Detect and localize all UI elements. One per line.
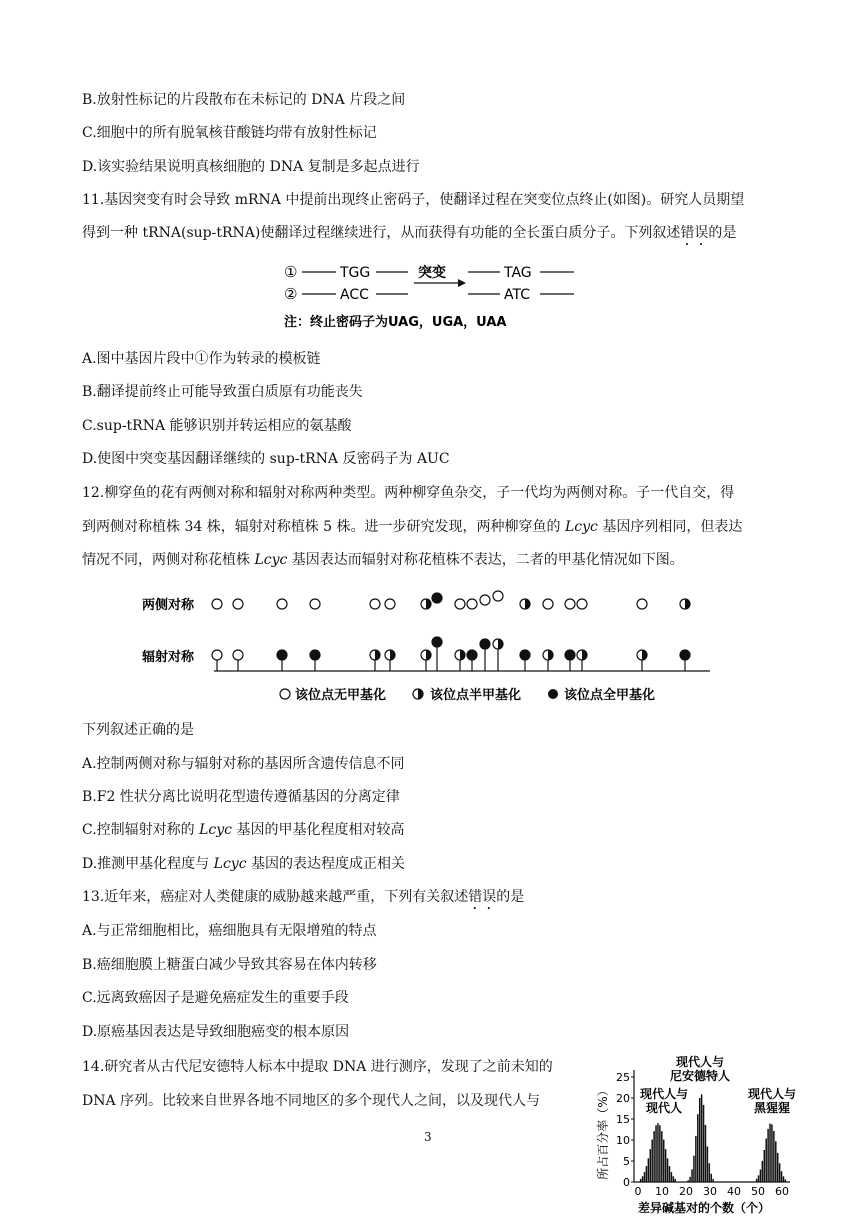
bilateral-site-none bbox=[565, 599, 575, 609]
option-d-q12: D.推测甲基化程度与 Lcyc 基因的表达程度成正相关 bbox=[82, 856, 405, 872]
y-ticks bbox=[616, 1071, 634, 1189]
histogram-bar bbox=[712, 1179, 714, 1182]
radial-site-half bbox=[637, 650, 647, 671]
histogram-bar bbox=[701, 1094, 703, 1182]
row1-number: ① bbox=[284, 263, 298, 281]
radial-site-half bbox=[385, 650, 395, 671]
option-c-q11: C.sup-tRNA 能够识别并转运相应的氨基酸 bbox=[82, 418, 352, 434]
option-d-q13: D.原癌基因表达是导致细胞癌变的根本原因 bbox=[82, 1024, 350, 1040]
x-tick-label: 50 bbox=[751, 1185, 765, 1198]
page-number: 3 bbox=[424, 1130, 432, 1144]
figure-14-histogram bbox=[590, 1050, 802, 1216]
gene-name: Lcyc bbox=[199, 822, 233, 838]
radial-site-full bbox=[480, 639, 490, 671]
histogram-bar bbox=[687, 1180, 689, 1182]
option-b-q12: B.F2 性状分离比说明花型遗传遵循基因的分离定律 bbox=[82, 789, 400, 805]
histogram-y-label: 所占百分率（%） bbox=[596, 1084, 610, 1180]
bilateral-site-none bbox=[277, 599, 287, 609]
radial-site-half bbox=[370, 650, 380, 671]
radial-sites bbox=[212, 637, 690, 671]
legend-none-icon bbox=[280, 689, 290, 699]
histogram-bar bbox=[667, 1158, 669, 1182]
bilateral-site-none bbox=[370, 599, 380, 609]
bilateral-sites bbox=[212, 591, 690, 609]
histogram-bar bbox=[693, 1156, 695, 1182]
y-tick-label: 10 bbox=[616, 1134, 630, 1147]
x-tick-label: 40 bbox=[727, 1185, 741, 1198]
row1-right-codon: TAG bbox=[504, 265, 532, 281]
bilateral-site-none bbox=[233, 599, 243, 609]
histogram-bar bbox=[703, 1105, 705, 1182]
arrow-head-icon bbox=[458, 279, 466, 287]
arrow-label: 突变 bbox=[418, 265, 446, 281]
histogram-bar bbox=[783, 1176, 785, 1182]
histogram-bar bbox=[669, 1166, 671, 1182]
figure-11-note: 注：终止密码子为UAG，UGA，UAA bbox=[284, 315, 507, 330]
radial-site-none bbox=[233, 650, 243, 671]
histogram-bar bbox=[661, 1131, 663, 1182]
option-d-q11: D.使图中突变基因翻译继续的 sup-tRNA 反密码子为 AUC bbox=[82, 451, 450, 467]
histogram-bar bbox=[769, 1124, 771, 1182]
x-tick-label: 10 bbox=[655, 1185, 669, 1198]
radial-site-half bbox=[421, 650, 431, 671]
histogram-bar bbox=[699, 1098, 701, 1182]
bilateral-site-none bbox=[637, 599, 647, 609]
histogram-bar bbox=[665, 1149, 667, 1182]
histogram-bar bbox=[764, 1150, 766, 1182]
histogram-bar bbox=[707, 1146, 709, 1182]
histogram-bar bbox=[710, 1174, 712, 1182]
radial-site-full bbox=[467, 650, 477, 671]
histogram-bar bbox=[705, 1125, 707, 1182]
bilateral-site-none bbox=[385, 599, 395, 609]
bilateral-site-none bbox=[577, 599, 587, 609]
histogram-bar bbox=[689, 1177, 691, 1182]
histogram-bar bbox=[758, 1175, 760, 1182]
histogram-bar bbox=[673, 1176, 675, 1182]
bilateral-site-half bbox=[680, 599, 690, 609]
bilateral-site-none bbox=[455, 599, 465, 609]
option-c-q12: C.控制辐射对称的 Lcyc 基因的甲基化程度相对较高 bbox=[82, 822, 405, 838]
radial-site-half bbox=[455, 650, 465, 671]
histogram-bar bbox=[779, 1163, 781, 1182]
label-modern-neanderthal-line2: 尼安德特人 bbox=[670, 1069, 731, 1083]
histogram-bar bbox=[650, 1149, 652, 1182]
radial-site-half bbox=[577, 650, 587, 671]
histogram-bar bbox=[762, 1161, 764, 1182]
option-c-q13: C.远离致癌因子是避免癌症发生的重要手段 bbox=[82, 990, 349, 1006]
histogram-bar bbox=[653, 1131, 655, 1182]
gene-name: Lcyc bbox=[564, 519, 598, 535]
figure-12-methylation bbox=[130, 584, 710, 708]
x-tick-label: 0 bbox=[634, 1185, 642, 1198]
label-modern-modern-line1: 现代人与 bbox=[640, 1087, 689, 1101]
emphasis-wrong: 错误 bbox=[680, 225, 709, 241]
row2-number: ② bbox=[284, 285, 298, 303]
histogram-bar bbox=[644, 1172, 646, 1182]
row2-right-codon: ATC bbox=[504, 287, 530, 303]
x-tick-label: 60 bbox=[775, 1185, 789, 1198]
figure-11-mutation bbox=[280, 258, 580, 334]
radial-site-full bbox=[310, 650, 320, 671]
legend-none: 该位点无甲基化 bbox=[295, 688, 387, 703]
bilateral-site-none bbox=[310, 599, 320, 609]
radial-site-full bbox=[565, 650, 575, 671]
option-a-q13: A.与正常细胞相比，癌细胞具有无限增殖的特点 bbox=[82, 923, 377, 939]
y-tick-label: 20 bbox=[616, 1092, 630, 1105]
histogram-bar bbox=[756, 1179, 758, 1182]
option-b-q11: B.翻译提前终止可能导致蛋白质原有功能丧失 bbox=[82, 384, 363, 400]
histogram-bar bbox=[773, 1131, 775, 1182]
histogram-bar bbox=[695, 1136, 697, 1182]
option-b-q13: B.癌细胞膜上糖蛋白减少导致其容易在体内转移 bbox=[82, 957, 377, 973]
x-ticks bbox=[635, 1185, 790, 1198]
question-12-stem-line2: 到两侧对称植株 34 株，辐射对称植株 5 株。进一步研究发现，两种柳穿鱼的 Lcyc 基因序列相同，但表达 bbox=[82, 519, 743, 535]
y-tick-label: 0 bbox=[623, 1176, 630, 1189]
legend-full-icon bbox=[548, 689, 558, 699]
histogram-bar bbox=[760, 1169, 762, 1182]
legend-half: 该位点半甲基化 bbox=[430, 688, 522, 703]
histogram-bar bbox=[709, 1163, 711, 1182]
legend-full: 该位点全甲基化 bbox=[564, 688, 656, 703]
histogram-bar bbox=[646, 1166, 648, 1182]
y-tick-label: 5 bbox=[623, 1155, 630, 1168]
histogram-bar bbox=[642, 1176, 644, 1182]
histogram-bar bbox=[671, 1172, 673, 1182]
histogram-bar bbox=[657, 1123, 659, 1182]
histogram-bar bbox=[659, 1125, 661, 1182]
histogram-bar bbox=[691, 1169, 693, 1182]
radial-site-full bbox=[432, 637, 442, 671]
histogram-bar bbox=[674, 1179, 676, 1182]
histogram-bar bbox=[651, 1140, 653, 1182]
option-a-q12: A.控制两侧对称与辐射对称的基因所含遗传信息不同 bbox=[82, 756, 405, 772]
histogram-x-label: 差异碱基对的个数（个） bbox=[638, 1201, 771, 1215]
bilateral-site-none bbox=[467, 599, 477, 609]
histogram-bar bbox=[765, 1138, 767, 1182]
bilateral-site-none bbox=[543, 599, 553, 609]
question-11-stem-line2: 得到一种 tRNA(sup-tRNA)使翻译过程继续进行，从而获得有功能的全长蛋白质分子。下列叙述错误的是 bbox=[82, 225, 737, 241]
question-14-stem-line1: 14.研究者从古代尼安德特人标本中提取 DNA 进行测序，发现了之前未知的 bbox=[82, 1059, 553, 1075]
radial-site-half bbox=[493, 639, 503, 671]
emphasis-wrong: 错误 bbox=[468, 889, 497, 905]
label-modern-chimp-line2: 黑猩猩 bbox=[754, 1101, 791, 1115]
histogram-bar bbox=[697, 1114, 699, 1182]
bilateral-site-none bbox=[493, 591, 503, 601]
gene-name: Lcyc bbox=[213, 856, 247, 872]
histogram-bar bbox=[655, 1125, 657, 1182]
bilateral-site-half bbox=[520, 599, 530, 609]
bilateral-site-full bbox=[432, 593, 442, 603]
option-d-q10: D.该实验结果说明真核细胞的 DNA 复制是多起点进行 bbox=[82, 159, 420, 175]
question-13-stem: 13.近年来，癌症对人类健康的威胁越来越严重，下列有关叙述错误的是 bbox=[82, 889, 525, 905]
bilateral-site-none bbox=[212, 599, 222, 609]
question-14-stem-line2: DNA 序列。比较来自世界各地不同地区的多个现代人之间，以及现代人与 bbox=[82, 1093, 541, 1109]
row1-left-codon: TGG bbox=[340, 265, 371, 281]
gene-name: Lcyc bbox=[254, 552, 288, 568]
option-b-q10: B.放射性标记的片段散布在未标记的 DNA 片段之间 bbox=[82, 92, 406, 108]
option-c-q10: C.细胞中的所有脱氧核苷酸链均带有放射性标记 bbox=[82, 125, 377, 141]
label-modern-neanderthal-line1: 现代人与 bbox=[676, 1055, 725, 1069]
legend-half-icon bbox=[413, 689, 423, 699]
radial-site-half bbox=[543, 650, 553, 671]
question-12-prompt: 下列叙述正确的是 bbox=[82, 722, 194, 738]
y-tick-label: 25 bbox=[616, 1071, 630, 1084]
radial-site-full bbox=[680, 650, 690, 671]
row2-left-codon: ACC bbox=[340, 287, 369, 303]
histogram-bar bbox=[775, 1141, 777, 1182]
bilateral-site-half bbox=[421, 599, 431, 609]
question-12-stem-line1: 12.柳穿鱼的花有两侧对称和辐射对称两种类型。两种柳穿鱼杂交，子一代均为两侧对称。子一代自交，得 bbox=[82, 485, 735, 501]
histogram-bar bbox=[781, 1171, 783, 1182]
question-12-stem-line3: 情况不同，两侧对称花植株 Lcyc 基因表达而辐射对称花植株不表达，二者的甲基化情况如下图。 bbox=[82, 552, 684, 568]
question-11-stem-line1: 11.基因突变有时会导致 mRNA 中提前出现终止密码子，使翻译过程在突变位点终止(如图)。研究人员期望 bbox=[82, 192, 745, 208]
histogram-bar bbox=[777, 1153, 779, 1182]
histogram-bar bbox=[767, 1129, 769, 1182]
radial-site-full bbox=[520, 650, 530, 671]
y-tick-label: 15 bbox=[616, 1113, 630, 1126]
x-tick-label: 30 bbox=[703, 1185, 717, 1198]
histogram-bar bbox=[648, 1158, 650, 1182]
row-label-bilateral: 两侧对称 bbox=[142, 598, 195, 613]
histogram-bar bbox=[640, 1179, 642, 1182]
histogram-bar bbox=[771, 1124, 773, 1182]
bilateral-site-none bbox=[480, 595, 490, 605]
option-a-q11: A.图中基因片段中①作为转录的模板链 bbox=[82, 351, 321, 367]
label-modern-chimp-line1: 现代人与 bbox=[748, 1087, 797, 1101]
x-tick-label: 20 bbox=[679, 1185, 693, 1198]
histogram-bar bbox=[663, 1140, 665, 1182]
radial-site-full bbox=[277, 650, 287, 671]
histogram-bar bbox=[785, 1179, 787, 1182]
row-label-radial: 辐射对称 bbox=[142, 650, 195, 665]
radial-site-none bbox=[212, 650, 222, 671]
label-modern-modern-line2: 现代人 bbox=[646, 1101, 683, 1115]
